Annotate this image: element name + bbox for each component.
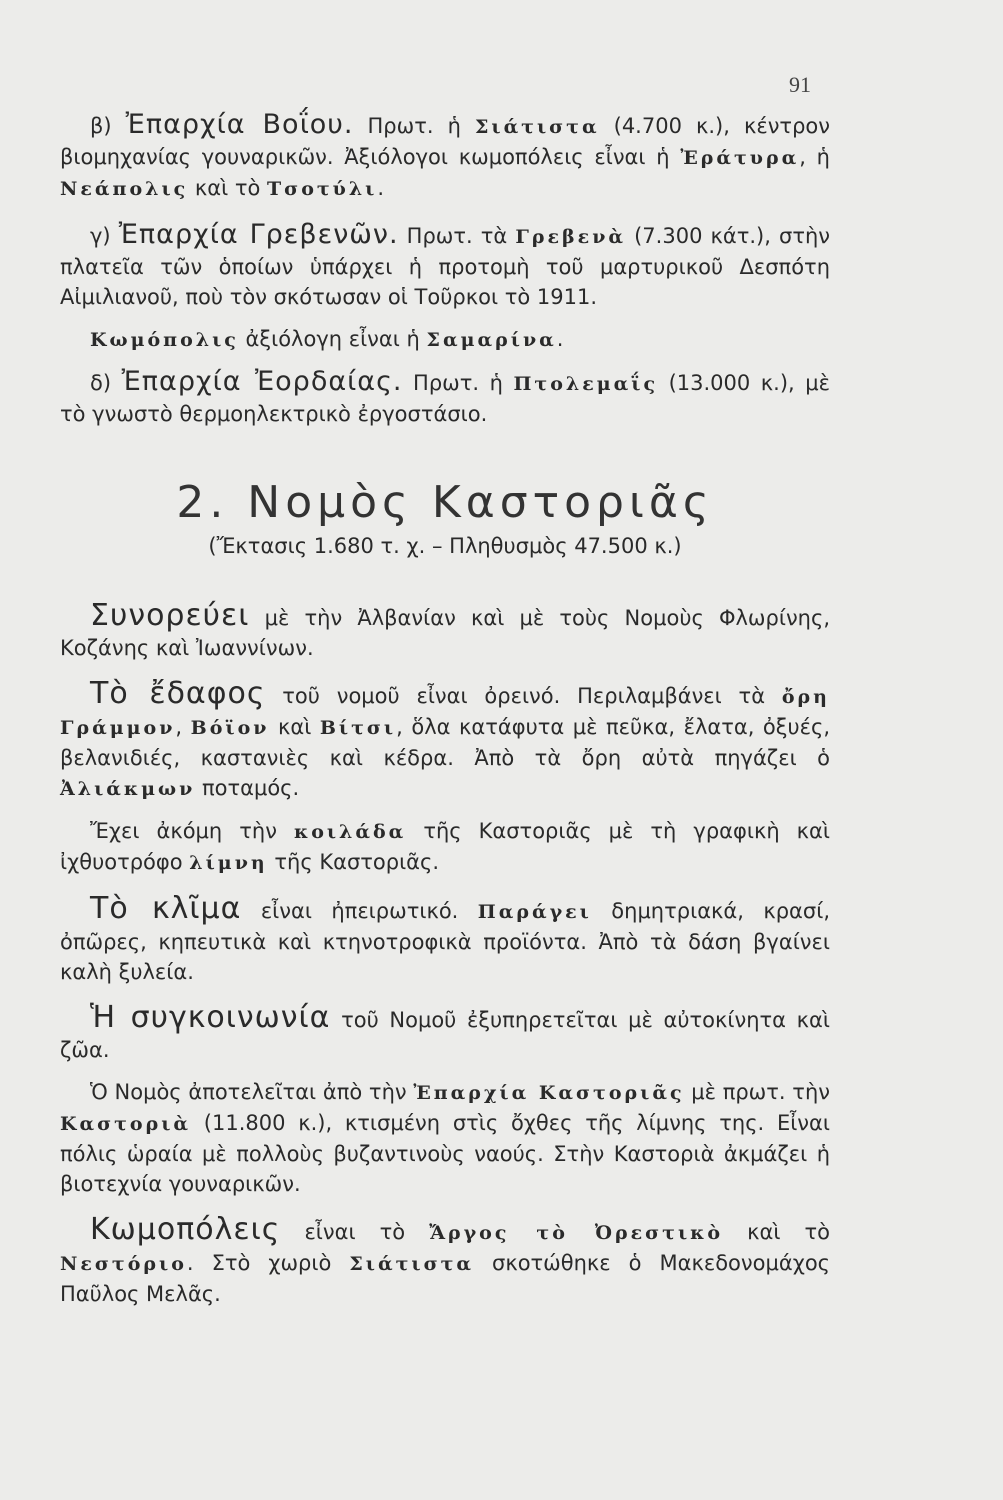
para-lake: Ἔχει ἀκόμη τὴν κοιλάδα τῆς Καστοριᾶς μὲ τὴ γραφικὴ καὶ ἰχθυοτρόφο λίμνη τῆς Καστοριᾶς. bbox=[60, 819, 830, 874]
section-subtitle: (Ἔκτασις 1.680 τ. χ. – Πληθυσμὸς 47.500 κ.) bbox=[208, 534, 682, 558]
para-climate: Τὸ κλῖμα εἶναι ἠπειρωτικό. Παράγει δημητριακά, κρασί, ὀπῶρες, κηπευτικὰ καὶ κτηνοτροφικὰ προϊόντα. Ἀπὸ τὰ δάση βγαίνει καλὴ ξυλεία. bbox=[60, 891, 830, 984]
para-transport: Ἡ συγκοινωνία τοῦ Νομοῦ ἐξυπηρετεῖται μὲ αὐτοκίνητα καὶ ζῶα. bbox=[60, 1000, 830, 1062]
para-borders: Συνορεύει μὲ τὴν Ἀλβανίαν καὶ μὲ τοὺς Νομοὺς Φλωρίνης, Κοζάνης καὶ Ἰωαννίνων. bbox=[60, 598, 830, 660]
page-number: 91 bbox=[789, 72, 811, 97]
item-eordaia: δ) Ἐπαρχία Ἐορδαίας. Πρωτ. ἡ Πτολεμαΐς (13.000 κ.), μὲ τὸ γνωστὸ θερμοηλεκτρικὸ ἐργοστάσιο. bbox=[60, 366, 830, 426]
section-heading: 2. Νομὸς Καστοριᾶς bbox=[176, 477, 714, 528]
para-terrain: Τὸ ἔδαφος τοῦ νομοῦ εἶναι ὀρεινό. Περιλαμβάνει τὰ ὄρη Γράμμον, Βόϊον καὶ Βίτσι, ὅλα κατάφυτα μὲ πεῦκα, ἔλατα, ὀξυές, βελανιδιές, καστανιὲς καὶ κέδρα. Ἀπὸ τὰ ὄρη αὐτὰ πηγάζει ὁ Ἀλιάκμων ποταμός. bbox=[60, 676, 830, 800]
item-grevena: γ) Ἐπαρχία Γρεβενῶν. Πρωτ. τὰ Γρεβενὰ (7.300 κάτ.), στὴν πλατεῖα τῶν ὁποίων ὑπάρχει ἡ προτομὴ τοῦ μαρτυρικοῦ Δεσπότη Αἰμιλιανοῦ, ποὺ τὸν σκότωσαν οἱ Τοῦρκοι τὸ 1911. bbox=[60, 219, 830, 309]
page-body bbox=[60, 110, 830, 1309]
item-samarina: Κωμόπολις ἀξιόλογη εἶναι ἡ Σαμαρίνα. bbox=[90, 327, 564, 351]
item-boion: β) Ἐπαρχία Βοΐου. Πρωτ. ἡ Σιάτιστα (4.700 κ.), κέντρον βιομηχανίας γουναρικῶν. Ἀξιόλογοι κωμοπόλεις εἶναι ἡ Ἐράτυρα, ἡ Νεάπολις καὶ τὸ Τσοτύλι. bbox=[60, 109, 830, 200]
para-kastoria: Ὁ Νομὸς ἀποτελεῖται ἀπὸ τὴν Ἐπαρχία Καστοριᾶς μὲ πρωτ. τὴν Καστοριὰ (11.800 κ.), κτισμένη στὶς ὄχθες τῆς λίμνης της. Εἶναι πόλις ὡραία μὲ πολλοὺς βυζαντινοὺς ναούς. Στὴν Καστοριὰ ἀκμάζει ἡ βιοτεχνία γουναρικῶν. bbox=[60, 1080, 830, 1196]
para-towns: Κωμοπόλεις εἶναι τὸ Ἄργος τὸ Ὀρεστικὸ καὶ τὸ Νεστόριο. Στὸ χωριὸ Σιάτιστα σκοτώθηκε ὁ Μακεδονομάχος Παῦλος Μελᾶς. bbox=[60, 1212, 831, 1306]
